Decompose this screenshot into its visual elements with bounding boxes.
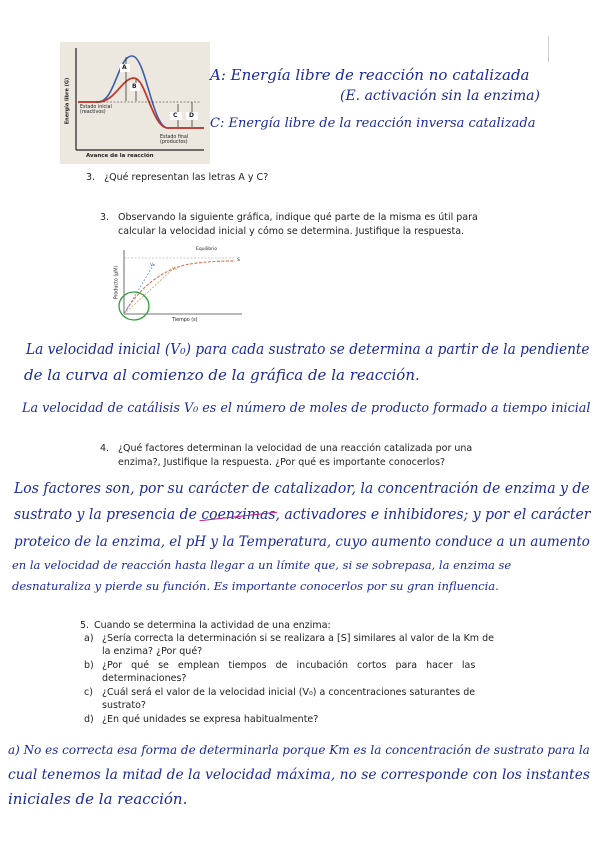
uncatalyzed-curve [78, 56, 204, 128]
annotation-a-line2: (E. activación sin la enzima) [340, 88, 540, 104]
question-5-intro: Cuando se determina la actividad de una enzima: [94, 620, 331, 631]
question-3b-line1: Observando la siguiente gráfica, indique qué parte de la misma es útil para [118, 212, 478, 223]
question-3b-line2: calcular la velocidad inicial y cómo se determina. Justifique la respuesta. [118, 226, 465, 237]
equilibrium-label: Equilibrio [196, 247, 218, 252]
answer-3-line2: de la curva al comienzo de la gráfica de la reacción. [24, 366, 420, 384]
answer-4-line2 [14, 508, 590, 523]
energy-diagram-svg [60, 42, 210, 164]
final-state-line2: (productos) [160, 140, 188, 146]
answer-4-struck-word: coenzimas [201, 507, 276, 523]
letter-b: B [132, 83, 137, 90]
annotation-a-line1: A: Energía libre de reacción no catalizada [210, 66, 530, 84]
velocity-graph-svg [110, 246, 250, 328]
graph-x-axis-label: Tiempo (s) [172, 318, 198, 323]
question-5a-line2: la enzima? ¿Por qué? [102, 646, 203, 657]
letter-c: C [173, 112, 178, 119]
question-5b-letter: b) [84, 660, 94, 671]
question-5d-letter: d) [84, 714, 94, 725]
question-5a-letter: a) [84, 633, 94, 644]
answer-4-line2-part1: sustrato y la presencia de [14, 507, 202, 523]
answer-4-line2-part2: , activadores e inhibidores; y por el carácter [275, 507, 591, 523]
question-5-number: 5. [80, 620, 90, 631]
question-5c-line2: sustrato? [102, 700, 146, 711]
question-5c-line1: ¿Cuál será el valor de la velocidad inicial (V₀) a concentraciones saturantes de [102, 687, 476, 698]
question-5d-line1: ¿En qué unidades se expresa habitualmente? [102, 714, 319, 725]
question-4-number: 4. [100, 443, 110, 454]
graph-y-axis-label: Producto (µM) [114, 265, 120, 300]
page-margin-line [548, 36, 549, 62]
annotation-c-line: C: Energía libre de la reacción inversa catalizada [210, 116, 536, 131]
answer-5-line2: cual tenemos la mitad de la velocidad máxima, no se corresponde con los instantes [8, 767, 590, 783]
question-4-line1: ¿Qué factores determinan la velocidad de una reacción catalizada por una [118, 443, 473, 454]
letter-a: A [122, 64, 127, 71]
question-3 [86, 172, 268, 185]
letter-d: D [189, 112, 194, 119]
answer-5-line1: a) No es correcta esa forma de determinarla porque Km es la concentración de sustrato para la [8, 743, 590, 757]
answer-4-line3: proteico de la enzima, el pH y la Temperatura, cuyo aumento conduce a un aumento [14, 534, 590, 550]
final-state-line1: Estado final [160, 135, 189, 140]
answer-4-line4: en la velocidad de reacción hasta llegar a un límite que, si se sobrepasa, la enzima se [12, 558, 512, 572]
question-3-text: ¿Qué representan las letras A y C? [104, 172, 269, 183]
question-5c-letter: c) [84, 687, 93, 698]
initial-state-line1: Estado inicial [80, 105, 112, 110]
answer-5-line3: iniciales de la reacción. [8, 790, 188, 808]
question-3-number: 3. [86, 172, 96, 183]
curve-label-s: S [237, 258, 240, 263]
energy-diagram-figure [60, 42, 210, 164]
velocity-graph-figure [110, 246, 250, 328]
initial-state-line2: (reactivos) [80, 110, 106, 116]
catalyzed-curve [78, 78, 204, 128]
initial-slope-circle [119, 292, 149, 320]
y-axis-label: Energía libre (G) [64, 77, 71, 125]
question-5b-line1: ¿Por qué se emplean tiempos de incubación cortos para hacer las [102, 660, 476, 671]
answer-3-line1: La velocidad inicial (V₀) para cada sustrato se determina a partir de la pendiente [26, 340, 590, 358]
question-5a-line1: ¿Sería correcta la determinación si se realizara a [S] similares al valor de la Km de [102, 633, 494, 644]
curve-label-v1: V₀ [150, 263, 155, 268]
question-4-line2: enzima?, Justifique la respuesta. ¿Por qué es importante conocerlos? [118, 457, 446, 468]
question-3b-number: 3. [100, 212, 110, 223]
question-5b-line2: determinaciones? [102, 673, 187, 684]
answer-4-line5: desnaturaliza y pierde su función. Es importante conocerlos por su gran influencia. [12, 579, 499, 593]
x-axis-label: Avance de la reacción [86, 153, 154, 159]
answer-3-line3: La velocidad de catálisis V₀ es el número de moles de producto formado a tiempo inicial [22, 401, 591, 416]
final-state-label [160, 135, 188, 146]
answer-4-line1: Los factores son, por su carácter de catalizador, la concentración de enzima y de [14, 481, 590, 497]
initial-state-label [80, 105, 112, 116]
curve-label-v2: V₀ [172, 267, 177, 272]
product-curve [124, 261, 235, 314]
